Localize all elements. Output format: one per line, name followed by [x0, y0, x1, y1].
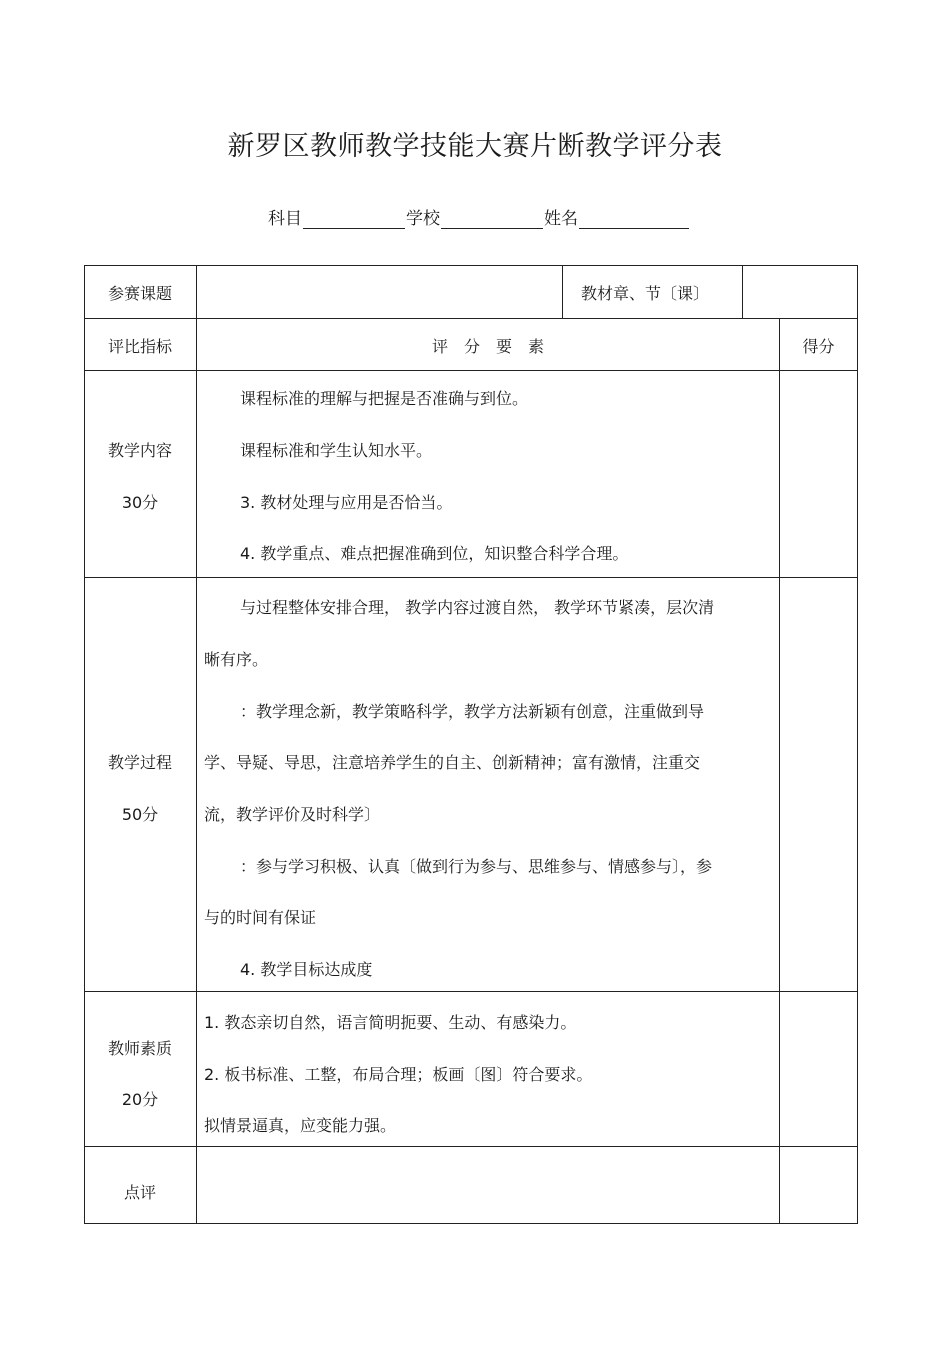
score-cell[interactable] — [780, 371, 857, 577]
elements-header: 评 分 要 素 — [431, 337, 544, 356]
score-cell[interactable] — [780, 992, 857, 1146]
name-field[interactable] — [579, 208, 689, 229]
criteria-line: 学、导疑、导思，注意培养学生的自主、创新精神；富有激情，注重交 — [204, 753, 701, 772]
meta-line — [268, 204, 690, 229]
table-border-left — [84, 265, 85, 1224]
section-points: 50分 — [121, 805, 159, 824]
criteria-line: 2. 板书标准、工整，布局合理；板画〔图〕符合要求。 — [204, 1065, 593, 1084]
score-cell[interactable] — [780, 578, 857, 991]
indicator-header: 评比指标 — [107, 337, 172, 356]
section-name: 教师素质 — [107, 1039, 172, 1058]
section-name: 教学过程 — [107, 753, 172, 772]
score-table — [84, 265, 858, 1224]
criteria-line: 4. 教学目标达成度 — [240, 960, 373, 979]
section-points: 30分 — [121, 493, 159, 512]
criteria-line: 4. 教学重点、难点把握准确到位，知识整合科学合理。 — [240, 544, 629, 563]
table-border-right — [857, 265, 858, 1224]
criteria-line: 课程标准和学生认知水平。 — [240, 441, 433, 460]
criteria-line: ：教学理念新，教学策略科学，教学方法新颖有创意，注重做到导 — [240, 702, 705, 721]
table-rule — [84, 370, 858, 371]
table-rule — [196, 265, 197, 1224]
school-label: 学校 — [406, 209, 440, 229]
table-border-bottom — [84, 1223, 858, 1224]
review-input-cell[interactable] — [197, 1147, 779, 1223]
subject-field[interactable] — [303, 208, 405, 229]
criteria-line: 与过程整体安排合理， 教学内容过渡自然， 教学环节紧凑，层次清 — [240, 598, 715, 617]
topic-input-cell[interactable] — [197, 266, 561, 318]
score-header: 得分 — [802, 337, 835, 356]
section-name: 教学内容 — [107, 441, 172, 460]
table-rule — [84, 577, 858, 578]
criteria-line: 课程标准的理解与把握是否准确与到位。 — [240, 389, 529, 408]
section-points: 20分 — [121, 1090, 159, 1109]
table-rule — [562, 265, 563, 318]
chapter-label: 教材章、节〔课〕 — [581, 284, 710, 303]
criteria-line: 流，教学评价及时科学〕 — [204, 805, 381, 824]
subject-label: 科目 — [268, 209, 302, 229]
criteria-line: 拟情景逼真，应变能力强。 — [204, 1116, 397, 1135]
school-field[interactable] — [441, 208, 543, 229]
table-rule — [84, 318, 858, 319]
score-cell[interactable] — [780, 1147, 857, 1223]
criteria-line: 与的时间有保证 — [204, 908, 317, 927]
topic-label: 参赛课题 — [107, 284, 172, 303]
criteria-line: 1. 教态亲切自然，语言简明扼要、生动、有感染力。 — [204, 1013, 577, 1032]
criteria-line: 晰有序。 — [204, 650, 269, 669]
criteria-line: ：参与学习积极、认真〔做到行为参与、思维参与、情感参与〕，参 — [240, 857, 713, 876]
table-rule — [84, 991, 858, 992]
name-label: 姓名 — [544, 209, 578, 229]
chapter-input-cell[interactable] — [743, 266, 857, 318]
criteria-line: 3. 教材处理与应用是否恰当。 — [240, 493, 453, 512]
review-label: 点评 — [123, 1183, 156, 1202]
page-title: 新罗区教师教学技能大赛片断教学评分表 — [227, 131, 723, 162]
